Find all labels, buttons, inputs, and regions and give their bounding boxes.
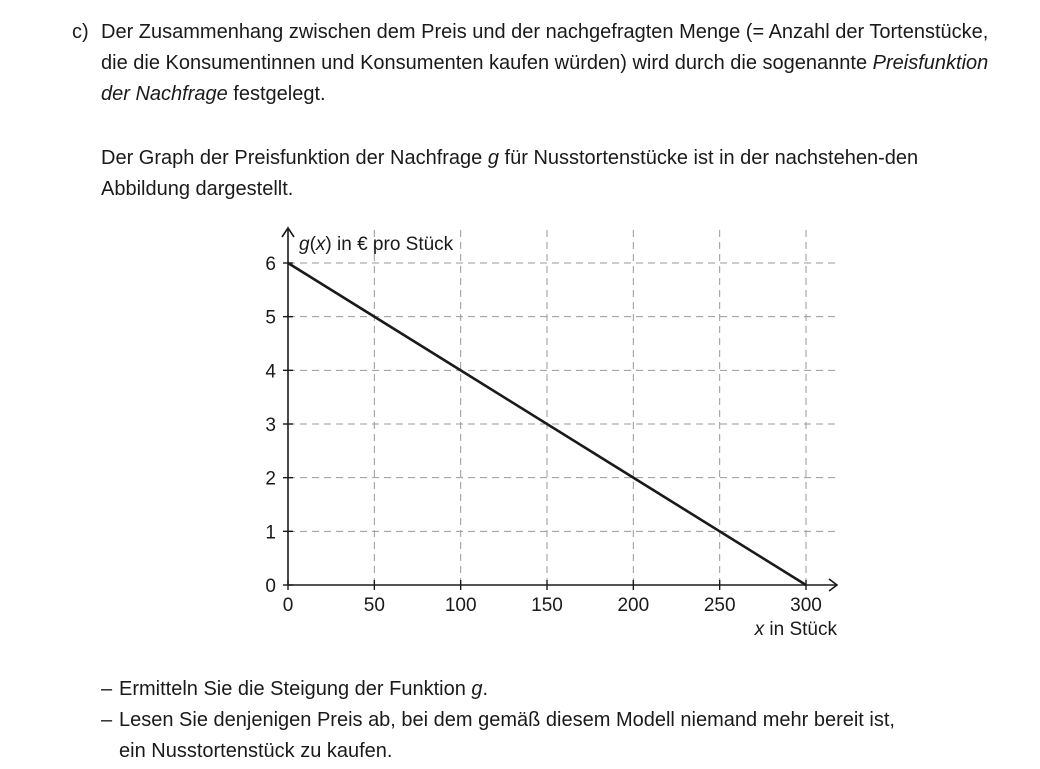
chart-ticks xyxy=(265,254,821,616)
y-tick-label-6: 6 xyxy=(265,254,276,275)
task-1-period: . xyxy=(482,678,489,700)
y-tick-label-0: 0 xyxy=(265,576,276,597)
y-axis-label-var: x xyxy=(315,234,326,255)
graph-desc-text: Der Graph der Preisfunktion der Nachfrage xyxy=(101,147,488,169)
chart-axes xyxy=(282,228,837,591)
intro-italic-term: Preisfunktion der Nachfrage xyxy=(101,52,989,105)
x-tick-label-100: 100 xyxy=(444,595,477,616)
task-2-text-line1: Lesen Sie denjenigen Preis ab, bei dem gemäß diesem Modell niemand mehr bereit ist, xyxy=(119,709,895,731)
x-tick-label-0: 0 xyxy=(282,595,294,616)
task-2-continuation xyxy=(119,736,392,767)
y-tick-label-5: 5 xyxy=(265,307,276,329)
task-2-dash: – xyxy=(101,709,113,731)
x-tick-label-300: 300 xyxy=(790,595,822,616)
x-tick-label-50: 50 xyxy=(363,595,385,616)
x-axis-label xyxy=(754,619,838,640)
y-tick-label-3: 3 xyxy=(265,415,276,436)
y-axis-label-paren: ( xyxy=(309,234,316,255)
task-label: c) xyxy=(72,21,89,43)
x-axis-label-rest: in Stück xyxy=(764,619,837,640)
y-tick-label-4: 4 xyxy=(265,361,276,383)
intro-text-end: festgelegt. xyxy=(227,83,326,105)
task-2 xyxy=(101,705,895,736)
y-axis-label xyxy=(299,234,454,255)
x-tick-label-200: 200 xyxy=(617,595,650,616)
x-axis-label-var: x xyxy=(754,619,765,640)
task-2-text-line2: ein Nusstortenstück zu kaufen. xyxy=(119,740,393,762)
y-tick-label-1: 1 xyxy=(265,522,276,544)
x-tick-label-250: 250 xyxy=(703,595,736,616)
task-1-function-name: g xyxy=(471,678,483,700)
y-axis-label-function: g xyxy=(299,234,310,255)
y-tick-label-2: 2 xyxy=(265,468,276,490)
x-tick-label-150: 150 xyxy=(531,595,563,616)
task-1-dash: – xyxy=(101,678,113,700)
y-axis-label-rest: ) in € pro Stück xyxy=(325,234,454,255)
task-1-text: Ermitteln Sie die Steigung der Funktion xyxy=(119,678,472,700)
task-1 xyxy=(101,674,488,705)
chart-grid xyxy=(288,229,836,585)
graph-desc-function-name: g xyxy=(487,147,499,169)
graph-desc-text-end: für Nusstortenstücke ist in der nachstehen-den Abbildung dargestellt. xyxy=(101,147,919,200)
intro-text: Der Zusammenhang zwischen dem Preis und der nachgefragten Menge (= Anzahl der Tortenstücke, die die Konsumentinnen und Konsumenten kaufen würden) wird durch die sogenannte xyxy=(101,21,989,74)
